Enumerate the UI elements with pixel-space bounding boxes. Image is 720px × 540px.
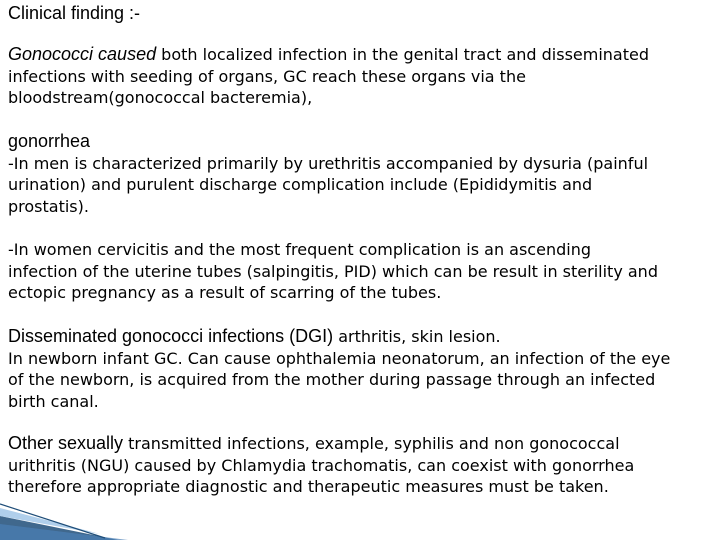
line-text: transmitted infections, example, syphilis and non gonococcal: [123, 434, 620, 453]
slide-heading: Clinical finding :-: [8, 3, 141, 23]
paragraph-line: bloodstream(gonococcal bacteremia),: [8, 88, 313, 107]
paragraph-line: birth canal.: [8, 391, 99, 411]
paragraph-dgi: [8, 326, 720, 412]
lead-phrase: Gonococci caused: [8, 44, 157, 64]
line-text: both localized infection in the genital tract and disseminated: [156, 45, 650, 64]
lead-phrase: gonorrhea: [8, 131, 91, 151]
paragraph-line: urithritis (NGU) caused by Chlamydia trachomatis, can coexist with gonorrhea: [8, 455, 635, 475]
paragraph-line: of the newborn, is acquired from the mother during passage through an infected: [8, 370, 656, 389]
paragraph-line: In newborn infant GC. Can cause ophthalemia neonatorum, an infection of the eye: [8, 348, 671, 368]
paragraph-line: therefore appropriate diagnostic and therapeutic measures must be taken.: [8, 477, 609, 496]
paragraph-gonorrhea: [8, 131, 720, 217]
paragraph-line: [8, 44, 720, 66]
paragraph-line: infection of the uterine tubes (salpingitis, PID) which can be result in sterility and: [8, 261, 658, 281]
paragraph-line: [8, 326, 720, 348]
paragraph-women: [8, 239, 720, 304]
paragraph-line: [8, 433, 720, 455]
paragraph-line: ectopic pregnancy as a result of scarring of the tubes.: [8, 283, 442, 302]
paragraph-line: infections with seeding of organs, GC reach these organs via the: [8, 66, 526, 86]
corner-decoration: [0, 458, 130, 540]
lead-phrase: Disseminated gonococci infections (DGI): [8, 326, 334, 346]
paragraph-line: -In women cervicitis and the most frequent complication is an ascending: [8, 240, 591, 259]
paragraph-line: urination) and purulent discharge complication include (Epididymitis and: [8, 175, 593, 194]
paragraph-line: prostatis).: [8, 196, 89, 216]
paragraph-line: -In men is characterized primarily by urethritis accompanied by dysuria (painful: [8, 153, 649, 173]
paragraph-gonococci: [8, 44, 720, 109]
line-text: arthritis, skin lesion.: [333, 327, 501, 346]
lead-phrase: Other sexually: [8, 433, 124, 453]
